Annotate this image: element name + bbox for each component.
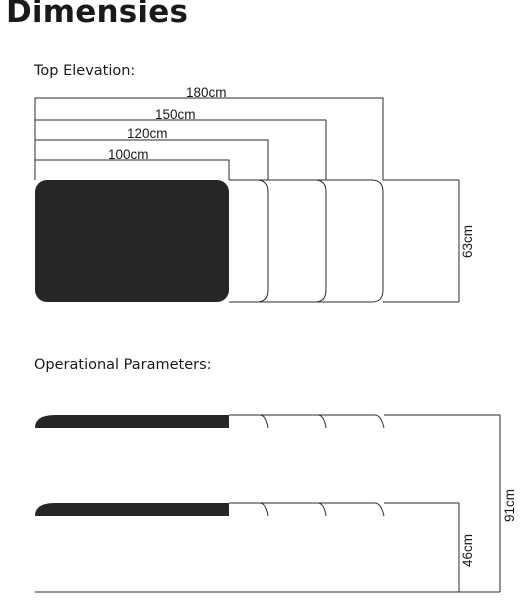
page-title: Dimensies: [6, 0, 189, 30]
top-elevation-label: Top Elevation:: [34, 63, 136, 79]
width-dimension-150: [35, 120, 326, 180]
width-label-100: 100cm: [108, 147, 149, 162]
width-label-120: 120cm: [127, 126, 168, 141]
width-label-150: 150cm: [155, 107, 196, 122]
max-height-label: 91cm: [502, 488, 517, 522]
desktop-100-filled: [35, 180, 229, 302]
width-dimension-100: [35, 160, 229, 180]
desk-side-view-max-height: [35, 415, 384, 428]
desktop-outline-180: [229, 180, 383, 302]
min-height-label: 46cm: [460, 533, 475, 567]
width-label-180: 180cm: [186, 85, 227, 100]
desktop-outline-150: [229, 180, 326, 302]
depth-label: 63cm: [460, 224, 475, 258]
min-height-dimension: [384, 503, 459, 592]
width-dimension-180: [35, 98, 383, 180]
desktop-outline-120: [229, 180, 268, 302]
depth-dimension: [383, 180, 459, 302]
operational-parameters-label: Operational Parameters:: [34, 357, 212, 373]
desk-side-view-min-height: [35, 503, 384, 516]
